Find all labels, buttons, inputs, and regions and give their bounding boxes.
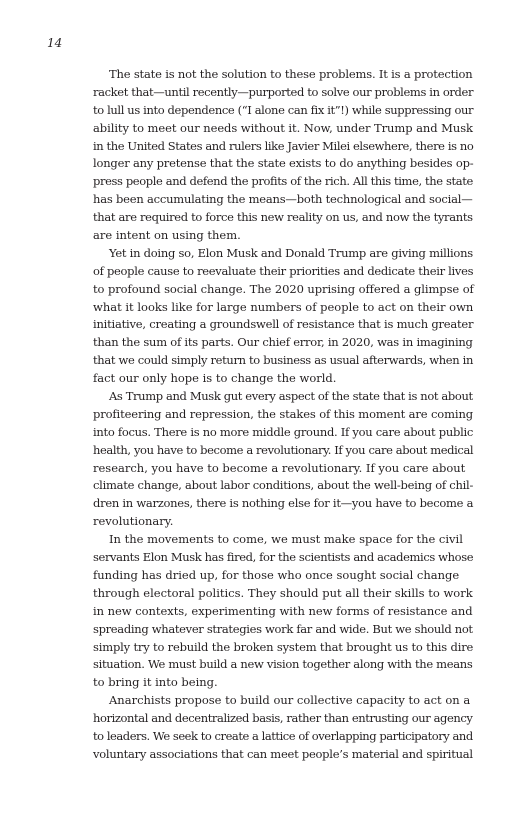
text-line: longer any pretense that the state exists to do anything besides op-: [93, 156, 474, 171]
text-line: are intent on using them.: [93, 228, 241, 243]
text-line: in the United States and rulers like Javier Milei elsewhere, there is no: [93, 138, 474, 153]
text-line: As Trump and Musk gut every aspect of the state that is not about: [109, 389, 473, 404]
text-line: simply try to rebuild the broken system that brought us to this dire: [93, 639, 474, 654]
text-line: what it looks like for large numbers of people to act on their own: [93, 299, 474, 314]
text-line: In the movements to come, we must make space for the civil: [109, 532, 463, 547]
text-line: to profound social change. The 2020 uprising offered a glimpse of: [93, 281, 474, 296]
text-line: racket that—until recently—purported to solve our problems in order: [93, 84, 474, 99]
text-line: into focus. There is no more middle ground. If you care about public: [93, 424, 474, 439]
text-line: Yet in doing so, Elon Musk and Donald Trump are giving millions: [109, 245, 473, 260]
text-line: that are required to force this new reality on us, and now the tyrants: [93, 210, 473, 225]
text-line: through electoral politics. They should put all their skills to work: [93, 585, 473, 600]
text-line: research, you have to become a revolutionary. If you care about: [93, 460, 466, 475]
text-line: initiative, creating a groundswell of resistance that is much greater: [93, 317, 474, 332]
text-line: press people and defend the profits of the rich. All this time, the state: [93, 174, 473, 189]
text-line: that we could simply return to business as usual afterwards, when in: [93, 353, 474, 368]
text-line: fact our only hope is to change the world.: [93, 371, 337, 386]
body-text: [93, 66, 473, 764]
text-line: horizontal and decentralized basis, rather than entrusting our agency: [93, 711, 473, 726]
text-line: revolutionary.: [93, 514, 174, 529]
text-line: voluntary associations that can meet people’s material and spiritual: [93, 746, 473, 761]
text-line: to bring it into being.: [93, 675, 218, 690]
text-line: of people cause to reevaluate their priorities and dedicate their lives: [93, 263, 474, 278]
text-line: funding has dried up, for those who once sought social change: [93, 567, 460, 582]
text-line: profiteering and repression, the stakes of this moment are coming: [93, 406, 473, 421]
text-line: climate change, about labor conditions, about the well-being of chil-: [93, 478, 474, 493]
text-line: health, you have to become a revolutionary. If you care about medical: [93, 442, 474, 457]
text-line: Anarchists propose to build our collective capacity to act on a: [109, 693, 471, 708]
text-line: ability to meet our needs without it. Now, under Trump and Musk: [93, 120, 473, 135]
text-line: in new contexts, experimenting with new forms of resistance and: [93, 603, 473, 618]
text-line: dren in warzones, there is nothing else for it—you have to become a: [93, 496, 474, 511]
text-line: servants Elon Musk has fired, for the scientists and academics whose: [93, 550, 474, 565]
text-line: than the sum of its parts. Our chief error, in 2020, was in imagining: [93, 335, 473, 350]
text-line: The state is not the solution to these problems. It is a protection: [109, 67, 473, 81]
text-line: situation. We must build a new vision together along with the means: [93, 657, 473, 672]
text-line: to lull us into dependence (“I alone can fix it”!) while suppressing our: [93, 102, 474, 117]
text-line: has been accumulating the means—both technological and social—: [93, 192, 473, 207]
text-line: spreading whatever strategies work far and wide. But we should not: [93, 621, 473, 636]
page-number: 14: [47, 36, 63, 50]
text-line: to leaders. We seek to create a lattice of overlapping participatory and: [93, 728, 473, 743]
